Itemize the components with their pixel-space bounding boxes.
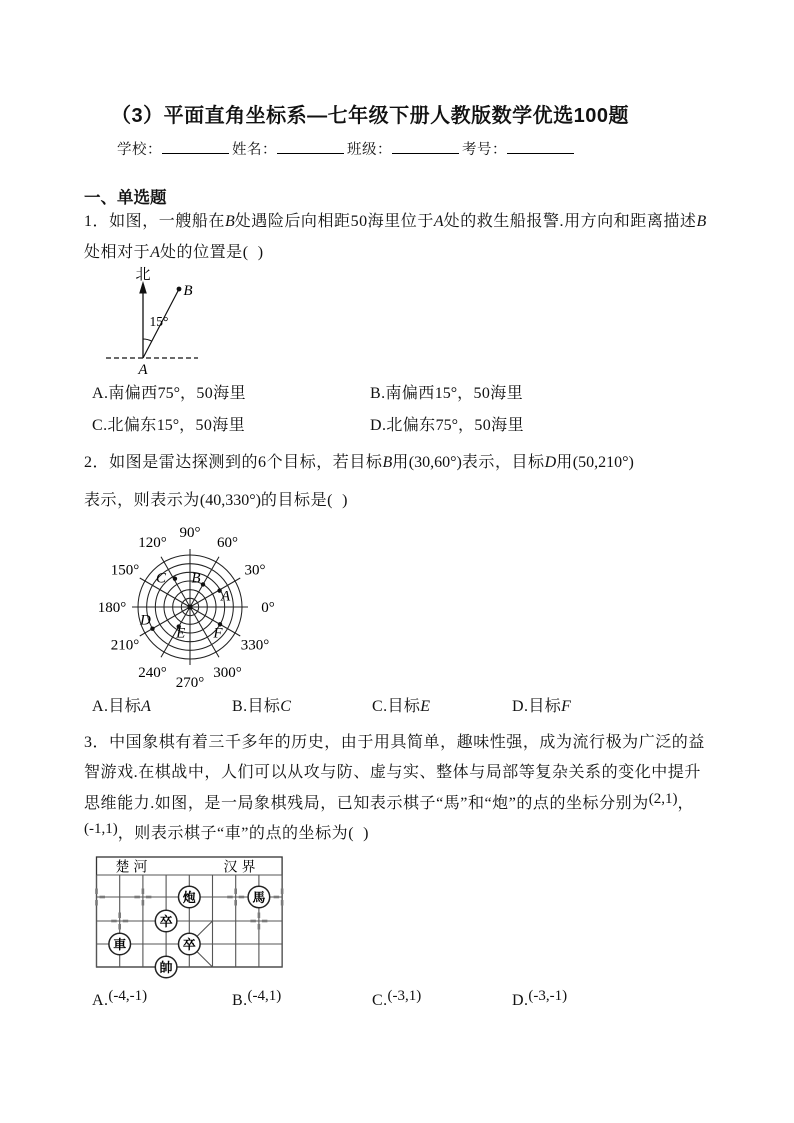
radar-target-dot <box>150 626 154 630</box>
option-label: B. <box>370 385 386 402</box>
text-segment: A <box>433 213 444 230</box>
q3-option-a <box>92 988 148 1010</box>
text-segment: 75° <box>435 417 458 434</box>
text-segment: 思维能力.如图，是一局象棋残局，已知表示棋子“馬”和“炮”的点的坐标分别为 <box>84 795 649 812</box>
radar-angle-label: 210° <box>110 637 140 654</box>
q3-option-b <box>232 988 282 1010</box>
text-segment: ，50海里 <box>457 385 524 402</box>
school-label: 学校： <box>117 142 162 158</box>
radar-target-dot <box>201 582 205 586</box>
section-title: 一、单选题 <box>84 189 167 207</box>
option-text <box>108 698 151 715</box>
text-segment: E <box>420 698 431 715</box>
option-text <box>107 417 245 434</box>
option-label: D. <box>512 698 529 715</box>
q1-line-1 <box>84 206 724 237</box>
text-segment: 表示，则表示为 <box>84 492 200 509</box>
xiangqi-board-diagram <box>91 854 289 984</box>
radar-target-label: D <box>140 612 151 629</box>
option-label: C. <box>372 992 388 1009</box>
text-segment: ，50海里 <box>457 417 524 434</box>
option-label: B. <box>232 698 248 715</box>
radar-angle-label: 120° <box>138 535 167 552</box>
radar-angle-label: 30° <box>244 562 266 579</box>
q3-option-c <box>372 988 422 1010</box>
point-a-label: A <box>138 362 148 378</box>
text-segment: 处遇险后向相距50海里位于 <box>234 213 434 230</box>
text-segment: (2,1) <box>648 791 678 807</box>
q3-line-3 <box>84 788 724 820</box>
q1-option-d <box>370 412 524 435</box>
text-segment: (-3,-1) <box>528 988 568 1004</box>
option-text <box>247 988 282 1009</box>
point-b-dot <box>177 287 182 292</box>
radar-angle-label: 150° <box>110 562 140 579</box>
chess-piece-label: 帥 <box>159 959 173 975</box>
radar-target-label: E <box>176 625 186 642</box>
text-segment: 处的救生船报警.用方向和距离描述 <box>443 213 697 230</box>
option-text <box>108 988 148 1009</box>
angle-arc <box>143 339 152 341</box>
text-segment: A <box>150 244 160 261</box>
option-label: A. <box>92 698 109 715</box>
radar-angle-label: 60° <box>217 535 238 552</box>
option-label: C. <box>92 417 108 434</box>
text-segment: (30,60°) <box>408 454 462 471</box>
radar-target-label: C <box>155 570 166 587</box>
radar-angle-label: 300° <box>213 664 242 681</box>
radar-angle-label: 180° <box>97 600 127 616</box>
examno-label: 考号： <box>462 142 507 158</box>
option-text <box>108 385 246 402</box>
text-segment: 处相对于 <box>84 244 151 261</box>
text-segment: (-1,1) <box>84 821 118 837</box>
option-label: C. <box>372 698 388 715</box>
chess-piece-label: 車 <box>113 936 127 952</box>
option-text <box>386 417 524 434</box>
text-segment: ， <box>677 795 695 812</box>
chess-piece-label: 卒 <box>182 936 196 952</box>
option-text <box>387 988 422 1009</box>
angle-value-label: 15° <box>149 314 169 329</box>
text-segment: B <box>696 213 707 230</box>
text-segment: 北偏东 <box>386 417 436 434</box>
q1-option-a <box>92 380 246 403</box>
radar-polar-diagram <box>85 521 297 693</box>
river-left-label: 楚河 <box>115 860 152 876</box>
option-text <box>385 385 523 402</box>
name-blank <box>277 138 344 154</box>
text-segment: 75° <box>157 385 180 402</box>
chess-piece-label: 馬 <box>252 889 266 905</box>
radar-target-label: F <box>213 625 223 642</box>
class-blank <box>392 138 459 154</box>
q2-option-c <box>372 693 430 716</box>
text-segment: 智游戏.在棋战中，人们可以从攻与防、虚与实、整体与局部等复杂关系的变化中提升 <box>84 764 701 781</box>
text-segment: 用 <box>556 454 573 471</box>
option-text <box>528 698 571 715</box>
text-segment: 北偏东 <box>107 417 157 434</box>
text-segment: 南偏西 <box>108 385 158 402</box>
class-label: 班级： <box>347 142 392 158</box>
text-segment: 目标 <box>108 698 142 715</box>
radar-angle-label: 240° <box>138 664 167 681</box>
text-segment: (-4,1) <box>247 988 282 1004</box>
page-title: （3）平面直角坐标系—七年级下册人教版数学优选100题 <box>111 105 629 127</box>
name-label: 姓名： <box>232 142 277 158</box>
north-label: 北 <box>135 267 151 283</box>
point-b-label: B <box>183 283 193 299</box>
text-segment: ，则表示棋子“車”的点的坐标为( ) <box>117 825 370 842</box>
option-label: A. <box>92 992 109 1009</box>
q3-line-4 <box>84 818 724 850</box>
text-segment: 南偏西 <box>385 385 435 402</box>
text-segment: 15° <box>434 385 458 402</box>
radar-target-dot <box>173 576 177 580</box>
text-segment: 2．如图是雷达探测到的6个目标，若目标 <box>84 454 383 471</box>
text-segment: F <box>561 698 571 715</box>
text-segment: ，50海里 <box>179 385 246 402</box>
text-segment: 目标 <box>387 698 421 715</box>
radar-angle-label: 90° <box>179 525 201 541</box>
option-text <box>247 698 290 715</box>
text-segment: 15° <box>156 417 180 434</box>
text-segment: A <box>141 698 151 715</box>
student-info-line <box>117 138 577 159</box>
text-segment: (-4,-1) <box>108 988 148 1004</box>
text-segment: 的目标是( ) <box>260 492 348 509</box>
text-segment: (40,330°) <box>199 492 261 509</box>
option-label: B. <box>232 992 248 1009</box>
option-text <box>528 988 568 1009</box>
text-segment: 3．中国象棋有着三千多年的历史，由于用具简单，趣味性强，成为流行极为广泛的益 <box>84 734 705 751</box>
radar-angle-label: 270° <box>175 675 205 691</box>
option-label: A. <box>92 385 109 402</box>
radar-angle-label: 0° <box>261 600 275 616</box>
text-segment: 表示，目标 <box>461 454 545 471</box>
compass-bearing-diagram <box>100 264 212 380</box>
text-segment: ，50海里 <box>179 417 246 434</box>
radar-angle-label: 330° <box>240 637 270 654</box>
examno-blank <box>507 138 574 154</box>
q2-option-b <box>232 693 291 716</box>
chess-piece-label: 卒 <box>159 913 173 929</box>
text-segment: B <box>224 213 235 230</box>
q1-option-c <box>92 412 245 435</box>
text-segment: 1．如图，一艘船在 <box>84 213 225 230</box>
q3-line-1 <box>84 727 724 758</box>
radar-center-dot <box>187 604 192 609</box>
text-segment: D <box>544 454 557 471</box>
text-segment: B <box>382 454 393 471</box>
text-segment: 目标 <box>528 698 562 715</box>
radar-target-label: A <box>220 588 231 605</box>
text-segment: 用 <box>392 454 409 471</box>
q2-option-a <box>92 693 151 716</box>
q2-option-d <box>512 693 571 716</box>
text-segment: (-3,1) <box>387 988 422 1004</box>
school-blank <box>162 138 229 154</box>
q2-line-1 <box>84 447 724 478</box>
text-segment: 目标 <box>247 698 281 715</box>
option-text <box>387 698 430 715</box>
text-segment: (50,210°) <box>572 454 634 471</box>
q3-line-2 <box>84 757 724 788</box>
option-label: D. <box>512 992 529 1009</box>
river-right-label: 汉界 <box>223 860 260 876</box>
q3-option-d <box>512 988 568 1010</box>
text-segment: C <box>280 698 291 715</box>
q1-option-b <box>370 380 523 403</box>
radar-target-label: B <box>191 570 201 587</box>
q2-line-2 <box>84 485 724 516</box>
option-label: D. <box>370 417 387 434</box>
text-segment: 处的位置是( ) <box>159 244 264 261</box>
chess-piece-label: 炮 <box>182 889 196 905</box>
